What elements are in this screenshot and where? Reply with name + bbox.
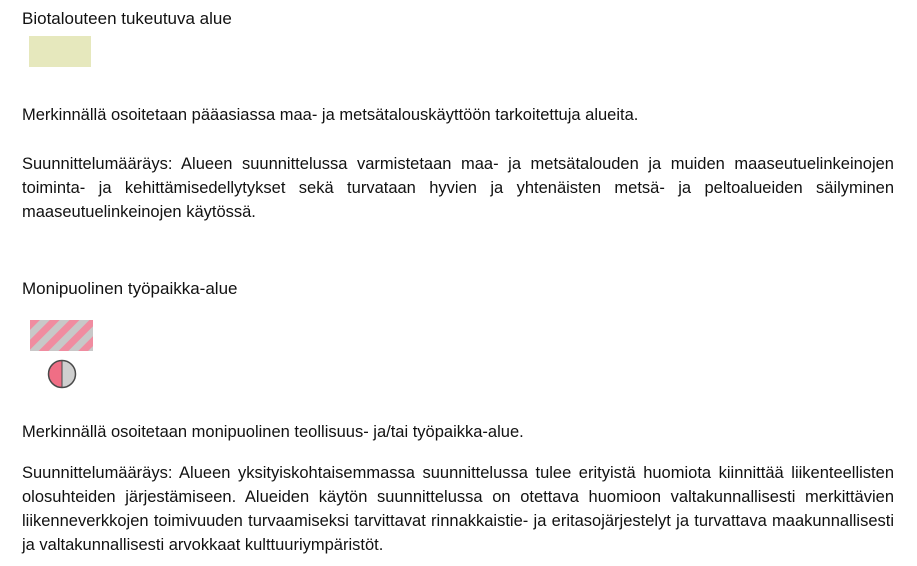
biotalous-regulation: Suunnittelumääräys: Alueen suunnittelussa varmistetaan maa- ja metsätalouden ja muiden maaseutuelinkeinojen toiminta- ja kehittämisedellytykset sekä turvataan hyvien ja yhtenäisten metsä- ja peltoalueiden säilyminen maaseutuelinkeinojen käytössä. <box>22 155 894 221</box>
biotalous-area-symbol <box>29 36 91 67</box>
section-heading-tyopaikka: Monipuolinen työpaikka-alue <box>22 279 238 298</box>
tyopaikka-hatched-area-symbol <box>30 320 93 351</box>
tyopaikka-description: Merkinnällä osoitetaan monipuolinen teollisuus- ja/tai työpaikka-alue. <box>22 423 524 441</box>
biotalous-description: Merkinnällä osoitetaan pääasiassa maa- ja metsätalouskäyttöön tarkoitettuja alueita. <box>22 106 639 124</box>
half-circle-icon <box>47 359 77 389</box>
tyopaikka-regulation: Suunnittelumääräys: Alueen yksityiskohtaisemmassa suunnittelussa tulee erityistä huomiota kiinnittää liikenteellisten olosuhteiden järjestämiseen. Alueiden käytön suunnittelussa on otettava huomioon valtakunnallisesti merkittävien liikenneverkkojen toimivuuden turvaamiseksi tarvittavat rinnakkaistie- ja eritasojärjestelyt ja turvattava maakunnallisesti ja valtakunnallisesti arvokkaat kulttuuriympäristöt. <box>22 464 894 554</box>
section-heading-biotalous: Biotalouteen tukeutuva alue <box>22 9 232 28</box>
